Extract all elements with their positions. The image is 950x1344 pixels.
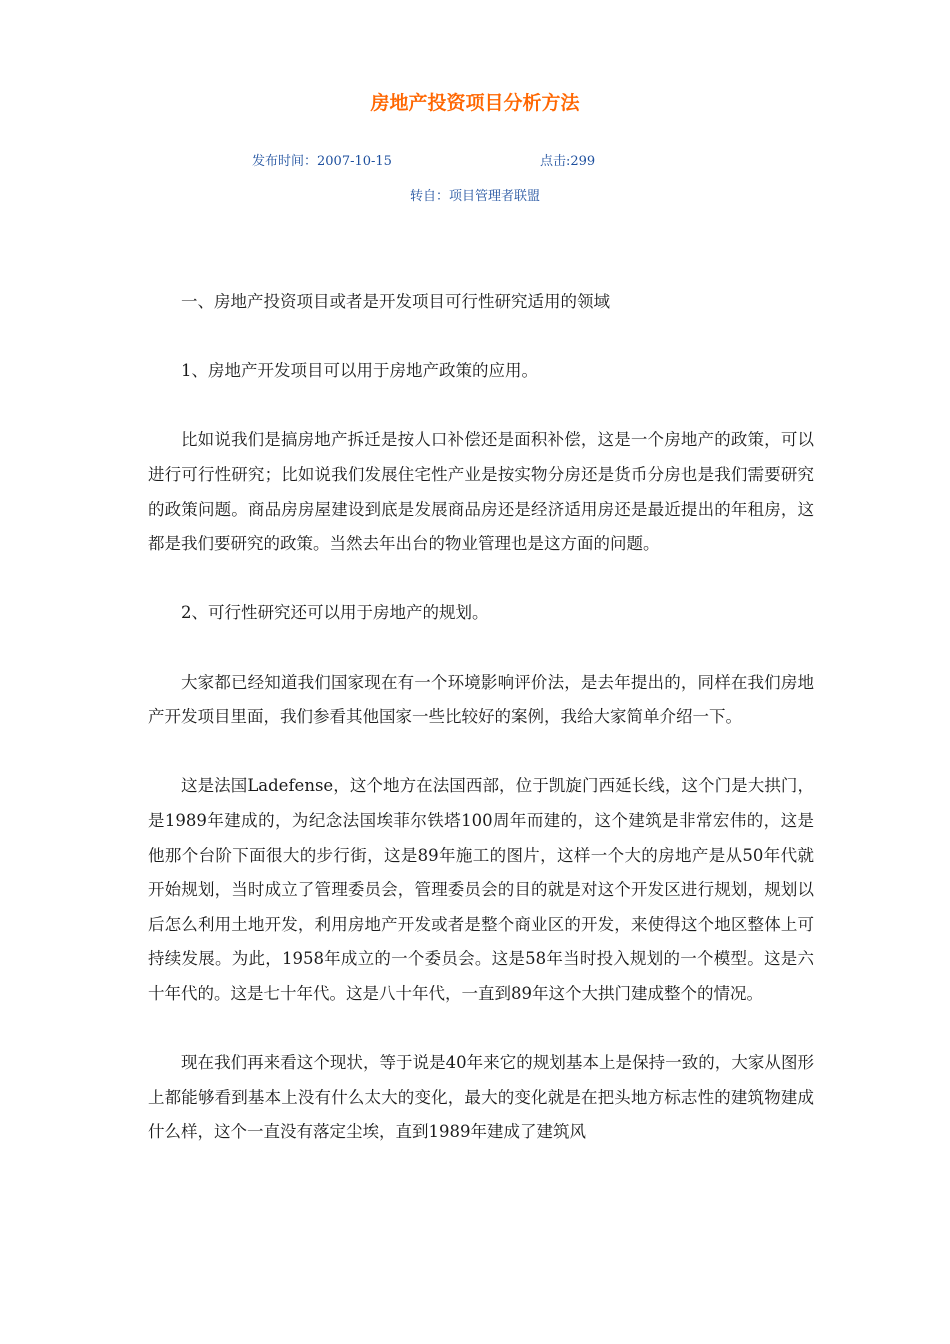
body-paragraph: 比如说我们是搞房地产拆迁是按人口补偿还是面积补偿，这是一个房地产的政策，可以进行可行性研究；比如说我们发展住宅性产业是按实物分房还是货币分房也是我们需要研究的政策问题。商品房房屋建设到底是发展商品房还是经济适用房还是最近提出的年租房，这都是我们要研究的政策。当然去年出台的物业管理也是这方面的问题。 — [148, 430, 814, 554]
article-source: 转自：项目管理者联盟 — [409, 189, 540, 204]
subsection-heading: 2、可行性研究还可以用于房地产的规划。 — [181, 603, 489, 623]
publish-date: 发布时间：2007-10-15 — [252, 154, 392, 169]
body-paragraph: 大家都已经知道我们国家现在有一个环境影响评价法，是去年提出的，同样在我们房地产开发项目里面，我们参看其他国家一些比较好的案例，我给大家简单介绍一下。 — [148, 672, 814, 727]
article-body — [148, 285, 814, 1184]
click-count: 点击:299 — [540, 154, 596, 169]
subsection-heading: 1、房地产开发项目可以用于房地产政策的应用。 — [181, 361, 538, 381]
body-paragraph: 这是法国Ladefense，这个地方在法国西部，位于凯旋门西延长线，这个门是大拱门，是1989年建成的，为纪念法国埃菲尔铁塔100周年而建的，这个建筑是非常宏伟的，这是他那个台阶下面很大的步行街，这是89年施工的图片，这样一个大的房地产是从50年代就开始规划，当时成立了管理委员会，管理委员会的目的就是对这个开发区进行规划，规划以后怎么利用土地开发，利用房地产开发或者是整个商业区的开发，来使得这个地区整体上可持续发展。为此，1958年成立的一个委员会。这是58年当时投入规划的一个模型。这是六十年代的。这是七十年代。这是八十年代，一直到89年这个大拱门建成整个的情况。 — [148, 776, 814, 1003]
article-title: 房地产投资项目分析方法 — [370, 92, 580, 114]
body-paragraph: 现在我们再来看这个现状，等于说是40年来它的规划基本上是保持一致的，大家从图形上都能够看到基本上没有什么太大的变化，最大的变化就是在把头地方标志性的建筑物建成什么样，这个一直没有落定尘埃，直到1989年建成了建筑风 — [148, 1053, 814, 1142]
section-heading: 一、房地产投资项目或者是开发项目可行性研究适用的领域 — [181, 292, 610, 311]
